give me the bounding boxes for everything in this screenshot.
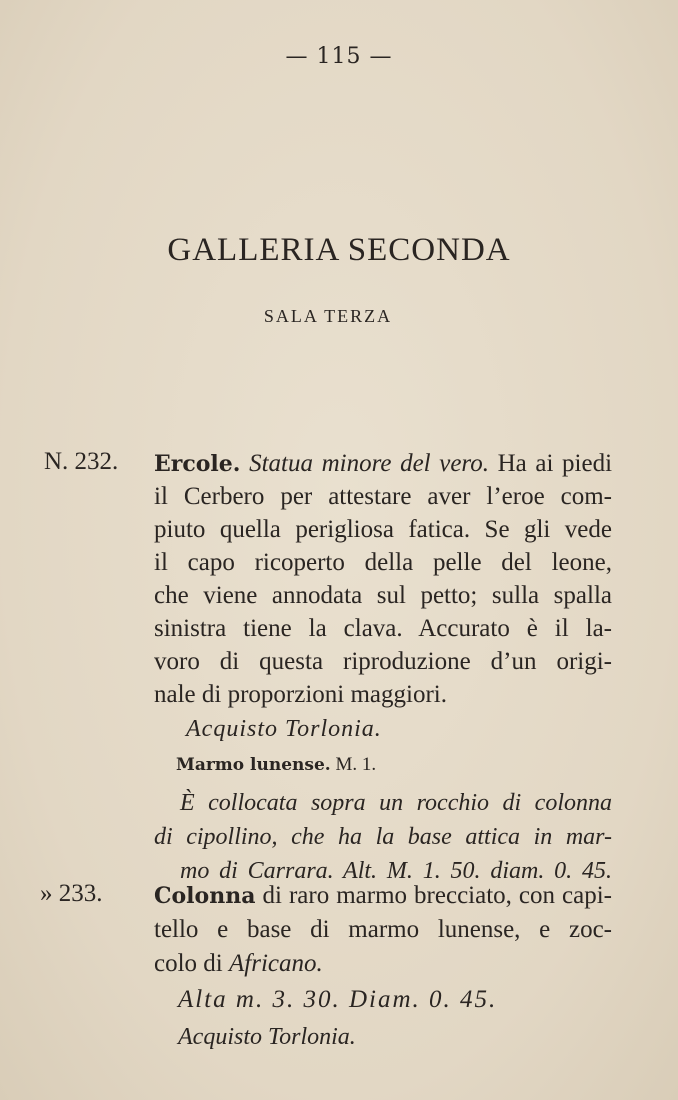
entry-number: » 233. [40, 880, 103, 907]
material-size: M. 1. [335, 754, 377, 775]
acquisition-note: Acquisto Torlonia. [178, 1024, 356, 1050]
page-number: — 115 — [285, 44, 393, 69]
section-subtitle: SALA TERZA [263, 306, 393, 326]
entry-description-italic: Statua minore del vero. [249, 450, 489, 477]
entry-text-line: nale di proporzioni maggiori. [154, 681, 447, 708]
entry-text-line: voro di questa riproduzione d’un origi- [154, 648, 612, 675]
entry-name: Ercole. [154, 451, 241, 477]
entry-number: N. 232. [44, 448, 119, 475]
entry-text: colo di [154, 950, 223, 977]
note-line: È collocata sopra un rocchio di colonna [180, 790, 612, 816]
entry-text-line: il Cerbero per attestare aver l’eroe com- [154, 483, 612, 510]
entry-first-line [154, 880, 612, 912]
entry-last-line [154, 948, 612, 980]
entry-text-line: tello e base di marmo lunense, e zoc- [154, 916, 612, 943]
entry-first-line-text: di raro marmo brecciato, con capi- [262, 882, 613, 909]
entry-text-line: il capo ricoperto della pelle del leone, [154, 549, 612, 576]
material-line [176, 754, 376, 776]
note-line: di cipollino, che ha la base attica in mar- [154, 824, 612, 850]
entry-name: Colonna [154, 883, 256, 909]
entry-text-line: sinistra tiene la clava. Accurato è il la- [154, 615, 612, 642]
entry-text-line: piuto quella perigliosa fatica. Se gli vede [154, 516, 612, 543]
page-title: GALLERIA SECONDA [167, 232, 511, 268]
dimensions-note: Alta m. 3. 30. Diam. 0. 45. [178, 986, 498, 1013]
material-label: Marmo lunense. [176, 755, 331, 775]
entry-first-line [154, 448, 612, 480]
entry-text-line: che viene annodata sul petto; sulla spalla [154, 582, 612, 609]
note-line: mo di Carrara. Alt. M. 1. 50. diam. 0. 45. [180, 858, 612, 884]
acquisition-note: Acquisto Torlonia. [186, 716, 382, 742]
entry-first-line-text: Ha ai piedi [497, 450, 613, 477]
entry-text-italic: Africano. [229, 950, 323, 977]
